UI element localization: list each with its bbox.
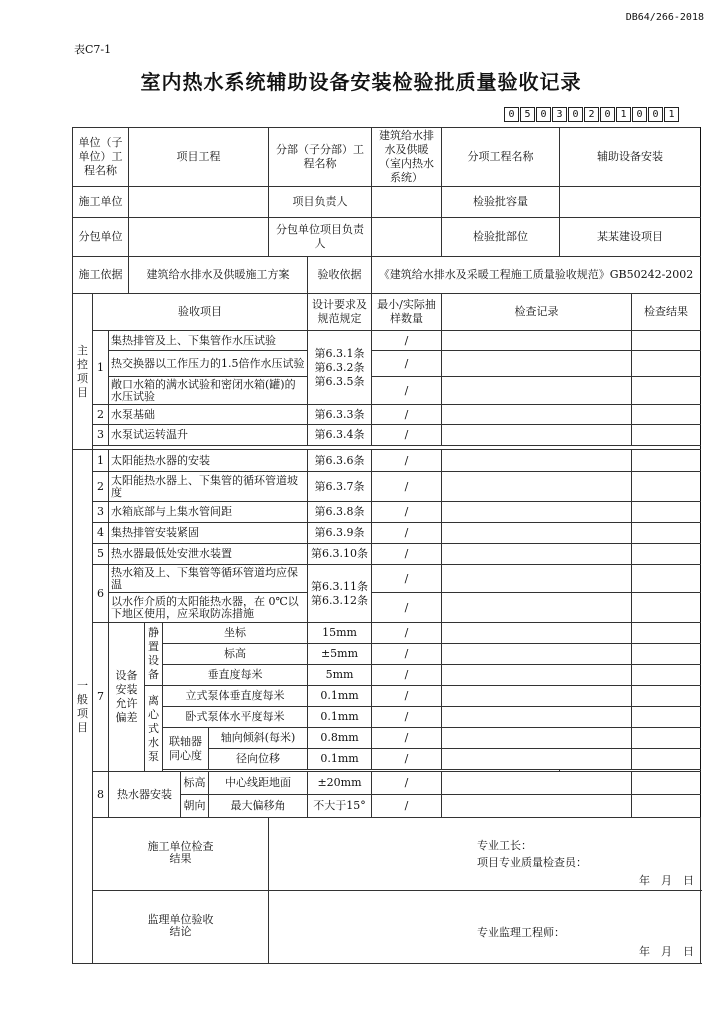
deviation-group-label: 设备安装允许偏差 — [109, 623, 145, 772]
col-result-header: 检查结果 — [632, 294, 701, 331]
mc-result[interactable] — [632, 425, 701, 446]
subcontractor-label: 分包单位 — [73, 218, 129, 257]
deviation-sample: / — [372, 795, 442, 818]
gen-item-no: 1 — [93, 450, 109, 472]
gen-result[interactable] — [632, 565, 701, 593]
inspector-label: 项目专业质量检查员： — [477, 856, 588, 869]
deviation-sample: / — [372, 728, 442, 749]
supervisor-engineer-label: 专业监理工程师： — [477, 926, 566, 939]
gen-record[interactable] — [442, 749, 632, 770]
standard-number: DB64/266-2018 — [625, 12, 704, 23]
code-digit: 2 — [584, 107, 599, 122]
gen-item-text: 太阳能热水器的安装 — [109, 450, 308, 472]
mc-item-text: 水泵基础 — [109, 405, 308, 425]
division-label: 分部（子分部）工程名称 — [269, 128, 372, 187]
gen-item-no: 2 — [93, 472, 109, 502]
form-number: 表C7-1 — [74, 43, 112, 56]
deviation-item: 最大偏移角 — [209, 795, 308, 818]
gen-item-sample: / — [372, 472, 442, 502]
deviation-value: ±20mm — [308, 772, 372, 795]
subitem-value: 辅助设备安装 — [560, 128, 701, 187]
unit-value: 项目工程 — [129, 128, 269, 187]
basis-label: 施工依据 — [73, 257, 129, 294]
mc-item-no: 1 — [93, 331, 109, 405]
heater-install-label: 热水器安装 — [109, 772, 181, 818]
deviation-item: 径向位移 — [209, 749, 308, 770]
gen-result[interactable] — [632, 472, 701, 502]
gen-record[interactable] — [442, 728, 632, 749]
batch-location-value: 某某建设项目 — [560, 218, 701, 257]
mc-result[interactable] — [632, 331, 701, 351]
deviation-sample: / — [372, 686, 442, 707]
gen-item-sample: / — [372, 450, 442, 472]
mc-item-sample: / — [372, 331, 442, 351]
mc-item-sample: / — [372, 377, 442, 405]
code-digit: 1 — [664, 107, 679, 122]
mc-item-text: 热交换器以工作压力的1.5倍作水压试验 — [109, 351, 308, 377]
unit-label: 单位（子单位）工程名称 — [73, 128, 129, 187]
code-digit: 0 — [504, 107, 519, 122]
gen-result[interactable] — [632, 544, 701, 565]
mc-item-text: 水泵试运转温升 — [109, 425, 308, 446]
gen-result[interactable] — [632, 450, 701, 472]
deviation-value: 5mm — [308, 665, 372, 686]
gen-result[interactable] — [632, 644, 701, 665]
gen-item-clause: 第6.3.7条 — [308, 472, 372, 502]
deviation-value: 0.1mm — [308, 686, 372, 707]
gen-item-clause: 第6.3.9条 — [308, 523, 372, 544]
mc-item-sample: / — [372, 425, 442, 446]
gen-item-text: 以水作介质的太阳能热水器，在 0℃以下地区使用，应采取防冻措施 — [109, 593, 308, 623]
pm-value[interactable] — [372, 187, 442, 218]
mc-item-no: 3 — [93, 425, 109, 446]
contractor-check-label: 施工单位检查结果 — [147, 840, 214, 865]
heater-cat: 标高 — [181, 772, 209, 795]
gen-record[interactable] — [442, 665, 632, 686]
gen-record[interactable] — [442, 772, 632, 795]
gen-item-clause: 第6.3.8条 — [308, 502, 372, 523]
foreman-label: 专业工长： — [477, 839, 533, 852]
deviation-value: 0.1mm — [308, 749, 372, 770]
gen-item-clause: 第6.3.10条 — [308, 544, 372, 565]
mc-result[interactable] — [632, 351, 701, 377]
code-digit: 0 — [632, 107, 647, 122]
gen-item-sample: / — [372, 502, 442, 523]
deviation-item: 垂直度每米 — [163, 665, 308, 686]
gen-result[interactable] — [632, 623, 701, 644]
gen-item-sample: / — [372, 544, 442, 565]
gen-record[interactable] — [442, 544, 632, 565]
sub-pm-value[interactable] — [372, 218, 442, 257]
mc-result[interactable] — [632, 405, 701, 425]
gen-record[interactable] — [442, 707, 632, 728]
deviation-value: 不大于15° — [308, 795, 372, 818]
batch-capacity-value[interactable] — [560, 187, 701, 218]
deviation-sample: / — [372, 623, 442, 644]
deviation-item: 轴向倾斜(每米) — [209, 728, 308, 749]
deviation-value: ±5mm — [308, 644, 372, 665]
gen-record[interactable] — [442, 565, 632, 593]
mc-result[interactable] — [632, 377, 701, 405]
deviation-sample: / — [372, 707, 442, 728]
mc-record[interactable] — [442, 351, 632, 377]
acceptance-basis-value: 《建筑给水排水及采暖工程施工质量验收规范》GB50242-2002 — [372, 257, 701, 294]
subitem-label: 分项工程名称 — [442, 128, 560, 187]
general-label: 一般项目 — [73, 450, 93, 964]
contractor-value[interactable] — [129, 187, 269, 218]
deviation-value: 0.1mm — [308, 707, 372, 728]
main-control-label: 主控项目 — [73, 294, 93, 450]
deviation-sample: / — [372, 665, 442, 686]
gen-result[interactable] — [632, 707, 701, 728]
gen-item-text: 太阳能热水器上、下集管的循环管道坡度 — [109, 472, 308, 502]
gen-record[interactable] — [442, 795, 632, 818]
gen-record[interactable] — [442, 686, 632, 707]
contractor-date: 年 月 日 — [639, 874, 695, 887]
mc-record[interactable] — [442, 377, 632, 405]
gen-result[interactable] — [632, 686, 701, 707]
code-digit: 0 — [536, 107, 551, 122]
mc-item-clause: 第6.3.4条 — [308, 425, 372, 446]
deviation-item: 坐标 — [163, 623, 308, 644]
gen-item-clause: 第6.3.6条 — [308, 450, 372, 472]
inspection-table — [72, 127, 701, 964]
page-title: 室内热水系统辅助设备安装检验批质量验收记录 — [140, 70, 582, 94]
gen-item-text: 水箱底部与上集水管间距 — [109, 502, 308, 523]
deviation-item: 立式泵体垂直度每米 — [163, 686, 308, 707]
mc-record[interactable] — [442, 331, 632, 351]
mc-item-clause: 第6.3.1条 第6.3.2条 第6.3.5条 — [308, 331, 372, 405]
code-digit: 0 — [648, 107, 663, 122]
centrifugal-pump-label: 离心式水泵 — [145, 686, 163, 772]
deviation-item: 卧式泵体水平度每米 — [163, 707, 308, 728]
gen-item-no: 4 — [93, 523, 109, 544]
code-digit: 1 — [616, 107, 631, 122]
deviation-item: 标高 — [163, 644, 308, 665]
gen-item-clause: 第6.3.11条 第6.3.12条 — [308, 565, 372, 623]
supervisor-area[interactable] — [269, 891, 701, 964]
pm-label: 项目负责人 — [269, 187, 372, 218]
batch-capacity-label: 检验批容量 — [442, 187, 560, 218]
mc-item-no: 2 — [93, 405, 109, 425]
gen-record[interactable] — [442, 623, 632, 644]
mc-item-clause: 第6.3.3条 — [308, 405, 372, 425]
gen-item-no: 8 — [93, 772, 109, 818]
gen-item-text: 热水箱及上、下集管等循环管道均应保温 — [109, 565, 308, 593]
gen-record[interactable] — [442, 644, 632, 665]
contractor-label: 施工单位 — [73, 187, 129, 218]
subcontractor-value[interactable] — [129, 218, 269, 257]
gen-item-no: 3 — [93, 502, 109, 523]
gen-record[interactable] — [442, 523, 632, 544]
mc-record[interactable] — [442, 405, 632, 425]
code-digit: 5 — [520, 107, 535, 122]
deviation-item: 中心线距地面 — [209, 772, 308, 795]
col-record-header: 检查记录 — [442, 294, 632, 331]
acceptance-basis-label: 验收依据 — [308, 257, 372, 294]
gen-result[interactable] — [632, 502, 701, 523]
deviation-sample: / — [372, 749, 442, 770]
gen-result[interactable] — [632, 728, 701, 749]
mc-item-text: 集热排管及上、下集管作水压试验 — [109, 331, 308, 351]
gen-record[interactable] — [442, 593, 632, 623]
supervisor-label: 监理单位验收结论 — [147, 913, 214, 938]
mc-record[interactable] — [442, 425, 632, 446]
contractor-check-label-cell — [93, 818, 269, 891]
division-value: 建筑给水排水及供暖（室内热水系统） — [372, 128, 442, 187]
code-digit: 0 — [600, 107, 615, 122]
heater-cat: 朝向 — [181, 795, 209, 818]
deviation-sample: / — [372, 644, 442, 665]
batch-code — [503, 107, 679, 122]
gen-item-no: 7 — [93, 623, 109, 772]
batch-location-label: 检验批部位 — [442, 218, 560, 257]
deviation-sample: / — [372, 772, 442, 795]
supervisor-label-cell — [93, 891, 269, 964]
gen-record[interactable] — [442, 450, 632, 472]
deviation-value: 15mm — [308, 623, 372, 644]
gen-item-no: 6 — [93, 565, 109, 623]
gen-result[interactable] — [632, 593, 701, 623]
gen-item-text: 集热排管安装紧固 — [109, 523, 308, 544]
code-digit: 0 — [568, 107, 583, 122]
gen-item-sample: / — [372, 593, 442, 623]
col-sample-header: 最小/实际抽样数量 — [372, 294, 442, 331]
gen-record[interactable] — [442, 472, 632, 502]
deviation-value: 0.8mm — [308, 728, 372, 749]
mc-item-text: 敞口水箱的满水试验和密闭水箱(罐)的水压试验 — [109, 377, 308, 405]
gen-item-sample: / — [372, 565, 442, 593]
col-item-header: 验收项目 — [93, 294, 308, 331]
gen-item-sample: / — [372, 523, 442, 544]
mc-item-sample: / — [372, 351, 442, 377]
mc-item-sample: / — [372, 405, 442, 425]
gen-item-no: 5 — [93, 544, 109, 565]
gen-result[interactable] — [632, 795, 701, 818]
sub-pm-label: 分包单位项目负责人 — [269, 218, 372, 257]
gen-result[interactable] — [632, 772, 701, 795]
gen-result[interactable] — [632, 749, 701, 770]
code-digit: 3 — [552, 107, 567, 122]
gen-result[interactable] — [632, 523, 701, 544]
static-equipment-label: 静置设备 — [145, 623, 163, 686]
gen-result[interactable] — [632, 665, 701, 686]
contractor-check-area[interactable] — [269, 818, 701, 891]
basis-value: 建筑给水排水及供暖施工方案 — [129, 257, 308, 294]
coupling-label: 联轴器同心度 — [163, 728, 209, 770]
supervisor-date: 年 月 日 — [639, 945, 695, 958]
gen-record[interactable] — [442, 502, 632, 523]
gen-item-text: 热水器最低处安泄水装置 — [109, 544, 308, 565]
col-design-header: 设计要求及规范规定 — [308, 294, 372, 331]
